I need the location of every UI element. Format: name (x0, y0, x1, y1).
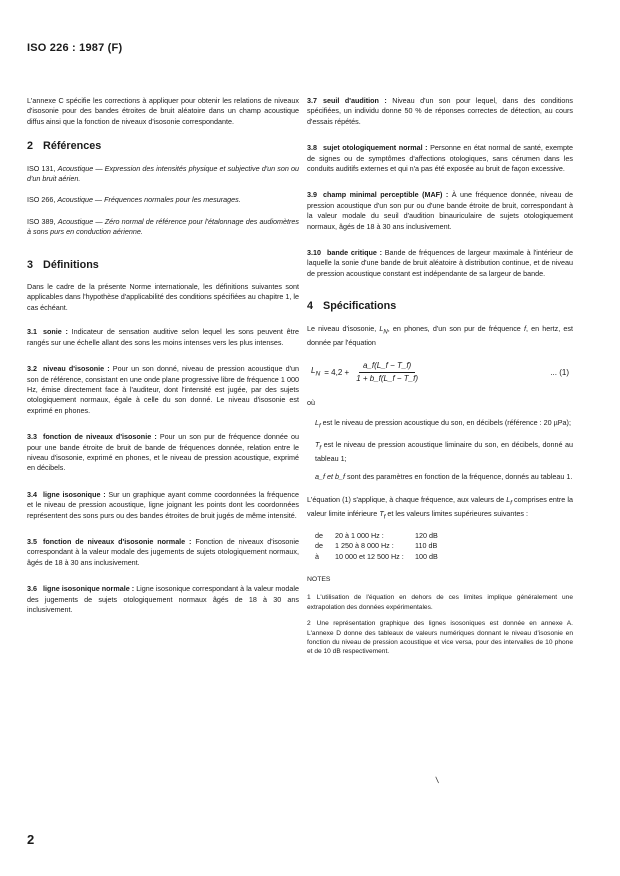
section-title-text: Spécifications (323, 300, 397, 313)
section-title-text: Définitions (43, 258, 99, 271)
term: bande critique : (327, 248, 382, 258)
note-item (307, 593, 573, 612)
term-text: Fonction de niveaux d'isosonie correspondant à la valeur modale des jugements de sujets otologiquement normaux, âgés de 18 à 30 ans inclusivement. (27, 536, 300, 567)
reference-item (27, 217, 299, 238)
text-span: et les valeurs limites supérieures suivantes : (387, 508, 528, 518)
section-title-text: Références (43, 140, 102, 153)
term-number: 3.9 (307, 190, 317, 200)
limit-row (315, 552, 573, 563)
limit-prefix: de (315, 541, 323, 551)
term-number: 3.10 (307, 248, 321, 258)
intro-paragraph: L'annexe C spécifie les corrections à appliquer pour obtenir les relations de niveaux d'isosonie pour des bandes étroites de bruit aléatoire dans un champ acoustique diffus ainsi que la fonction de niveaux d'isosonie correspondante. (27, 96, 299, 126)
term: seuil d'audition : (323, 96, 387, 105)
left-column (27, 96, 299, 631)
note-number: 2 (307, 620, 311, 628)
term-number: 3.7 (307, 96, 317, 105)
section-2-title (27, 141, 299, 151)
text-span: L'équation (1) s'applique, à chaque fréquence, aux valeurs de (307, 494, 505, 504)
definition-3-4 (27, 490, 299, 521)
math-var: L (506, 494, 511, 504)
text-span: comprises entre la valeur limite inférieure (307, 494, 573, 518)
term: ligne isosonique normale : (43, 584, 135, 594)
variable-definition (315, 418, 573, 432)
math-var: f (523, 323, 526, 333)
term-number: 3.8 (307, 143, 317, 153)
limit-range: 1 250 à 8 000 Hz : (335, 541, 394, 551)
term: ligne isosonique : (43, 489, 106, 499)
math-sub: N (383, 329, 388, 336)
math-sub: f (319, 445, 322, 452)
equation-fraction (352, 361, 422, 385)
reference-code: ISO 389, (27, 216, 56, 226)
equation-lhs (311, 366, 320, 380)
reference-item (27, 195, 299, 205)
reference-code: ISO 131, (27, 163, 56, 173)
limit-range: 10 000 et 12 500 Hz : (335, 552, 404, 562)
definition-3-9 (307, 190, 573, 232)
term-number: 3.1 (27, 327, 37, 337)
term-text: Ligne isosonique correspondant à la valeur modale des jugements de sujets otologiquement normaux âgés de 18 à 30 ans inclusivement. (27, 584, 299, 614)
term: sonie : (43, 327, 68, 337)
definition-3-2 (27, 364, 299, 416)
where-label: où (307, 397, 315, 407)
upper-limits-list (315, 531, 573, 563)
text-span: , en hertz, est donnée par l'équation (307, 323, 574, 347)
page-number: 2 (27, 832, 35, 847)
limit-row (315, 531, 573, 542)
limit-value: 100 dB (415, 552, 438, 562)
term: fonction de niveaux d'isosonie : (43, 432, 157, 442)
note-text: Une représentation graphique des lignes isosoniques est donnée en annexe A. L'annexe D donne des tableaux de valeurs numériques donnant le niveau d'isosonie en fonction du niveau de pression acoustique et vice versa, pour des intervalles de 10 phone et de 10 dB respectivement. (307, 620, 573, 656)
term-text: Bande de fréquences de largeur maximale à l'intérieur de laquelle la sonie d'une bande de bruit aléatoire à distribution continue, et de niveau de pression acoustique constant est indépendante de sa largeur de bande. (307, 248, 573, 278)
definition-3-8 (307, 143, 573, 174)
stray-mark: / (433, 775, 442, 785)
reference-title: Acoustique — Fréquences normales pour les mesurages. (57, 195, 241, 205)
equation-constant: = 4,2 + (324, 367, 350, 377)
math-var: T (379, 508, 384, 518)
term-number: 3.4 (27, 489, 37, 499)
variable-definition (315, 440, 573, 464)
section-number: 4 (307, 300, 314, 313)
definition-3-6 (27, 584, 299, 615)
text-span: Le niveau d'isosonie, (307, 323, 377, 333)
variable-text: est le niveau de pression acoustique liminaire du son, en décibels, donné au tableau 1; (315, 440, 574, 464)
reference-title: Acoustique — Zéro normal de référence pour l'étalonnage des audiomètres à sons purs en conduction aérienne. (27, 216, 299, 237)
reference-item (27, 164, 299, 185)
limit-prefix: de (315, 530, 323, 540)
math-var: L (379, 323, 384, 333)
reference-title: Acoustique — Expression des intensités physique et subjective d'un son ou d'un bruit aérien. (27, 163, 299, 184)
reference-code: ISO 266, (27, 195, 56, 205)
math-var: L (315, 418, 319, 428)
applies-paragraph (307, 495, 573, 523)
equation-1 (311, 358, 573, 388)
term-number: 3.2 (27, 364, 37, 374)
definition-3-1 (27, 327, 299, 348)
definitions-intro: Dans le cadre de la présente Norme internationale, les définitions suivantes sont applicables dans l'hypothèse d'applicabilité des conditions spécifiées au chapitre 1, le cas échéant. (27, 282, 299, 312)
definition-3-7 (307, 96, 573, 127)
section-number: 2 (27, 140, 34, 153)
equation-number: ... (1) (550, 367, 569, 377)
fraction-numerator: a_f(L_f − T_f) (359, 361, 415, 373)
term: sujet otologiquement normal : (323, 143, 428, 153)
term-text: Niveau d'un son pour lequel, dans des conditions spécifiées, un individu donne 50 % de réponses correctes de détection, au cours d'essais répétés. (307, 96, 573, 126)
notes-label: NOTES (307, 575, 331, 583)
term-text: Pour un son pur de fréquence donnée ou pour une bande étroite de bruit de bande de fréquences donnée, relation entre le niveau d'isosonie, exprimé en phones, et le niveau de pression acoustique, exprimé en décibels. (27, 432, 300, 473)
term-text: Sur un graphique ayant comme coordonnées la fréquence et le niveau de pression acoustique, ligne joignant les points dont les coordonnées représentent des sons purs ou des bandes étroites de bruit jugés de même intensité. (27, 489, 299, 520)
math-var: a_f et b_f (315, 472, 345, 482)
limit-row (315, 541, 573, 552)
note-text: L'utilisation de l'équation en dehors de ces limites implique généralement une extrapolation des données expérimentales. (307, 594, 573, 611)
section-number: 3 (27, 258, 34, 271)
term-text: Personne en état normal de santé, exempte de signes ou de symptômes d'affections otologiques, sans cérumen dans les conduits auditifs externes et qui n'a pas été exposée au bruit de façon excessive. (307, 143, 573, 174)
limit-value: 120 dB (415, 530, 438, 540)
math-var: L (311, 365, 316, 375)
fraction-denominator: 1 + b_f(L_f − T_f) (356, 374, 418, 384)
math-sub: N (315, 370, 321, 378)
term: fonction de niveaux d'isosonie normale : (43, 536, 192, 546)
document-header: ISO 226 : 1987 (F) (27, 42, 123, 54)
term-number: 3.5 (27, 536, 37, 546)
term-text: Pour un son donné, niveau de pression acoustique d'un son de référence, consistant en une onde plane progressive libre de fréquence 1 000 Hz, émise directement face à l'auditeur, dont l'intensité est jugée, par des sujets otologiquement normaux, égale à celle du son donné. Le niveau d'isosonie est exprimé en phones. (27, 364, 299, 415)
term-number: 3.3 (27, 432, 37, 442)
variable-text: est le niveau de pression acoustique du son, en décibels (référence : 20 µPa); (322, 418, 571, 428)
section-3-title (27, 260, 299, 270)
math-sub: f (319, 423, 321, 430)
term: champ minimal perceptible (MAF) : (323, 190, 449, 200)
note-item (307, 619, 573, 657)
term: niveau d'isosonie : (43, 364, 110, 374)
spec-intro (307, 324, 573, 348)
math-var: T (315, 440, 320, 450)
math-sub: f (510, 500, 512, 507)
limit-prefix: à (315, 552, 319, 562)
variable-definition (315, 472, 573, 482)
definition-3-3 (27, 432, 299, 474)
definition-3-5 (27, 537, 299, 568)
limit-value: 110 dB (415, 541, 438, 551)
variable-text: sont des paramètres en fonction de la fréquence, donnés au tableau 1. (346, 472, 573, 482)
math-sub: f (383, 514, 386, 521)
limit-range: 20 à 1 000 Hz : (335, 530, 384, 540)
section-4-title (307, 301, 573, 311)
right-column (307, 96, 573, 664)
definition-3-10 (307, 248, 573, 279)
text-span: , en phones, d'un son pur de fréquence (387, 323, 521, 333)
term-text: Indicateur de sensation auditive selon lequel les sons peuvent être rangés sur une échelle allant des sons les moins intenses vers les plus intenses. (27, 327, 299, 347)
term-text: À une fréquence donnée, niveau de pression acoustique d'un son pur ou d'une bande étroite de bruit, correspondant à la valeur modale du seuil d'audition binauriculaire de sujets otologiquement normaux, âgés de 18 à 30 ans inclusivement. (307, 190, 573, 231)
note-number: 1 (307, 594, 311, 602)
term-number: 3.6 (27, 584, 37, 594)
